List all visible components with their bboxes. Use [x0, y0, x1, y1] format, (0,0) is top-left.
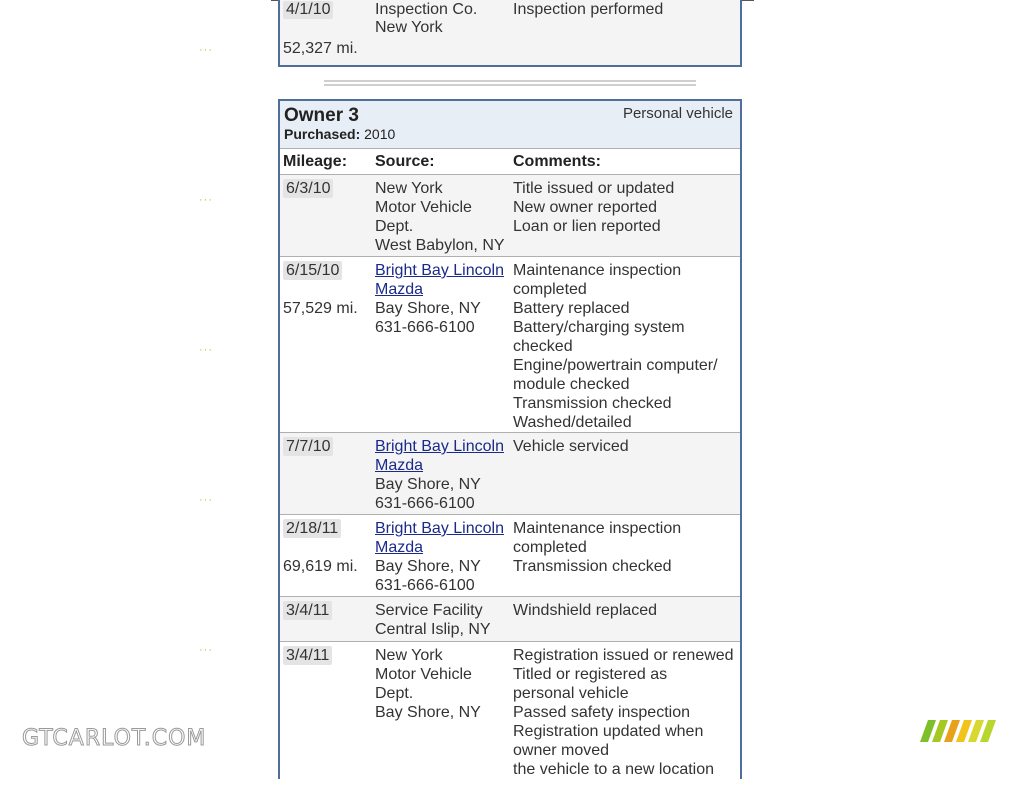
record-date: 7/7/10: [283, 437, 333, 456]
source-line: New York: [375, 19, 443, 36]
source-line: Central Islip, NY: [375, 621, 491, 638]
owner-vehicle-type: Personal vehicle: [622, 105, 733, 122]
record-source: [375, 261, 515, 337]
margin-dots: ···: [199, 344, 213, 356]
col-source: Source:: [375, 153, 435, 170]
source-line: Bay Shore, NY: [375, 704, 481, 721]
owner-header: [280, 101, 740, 149]
dealer-link[interactable]: Bright Bay Lincoln Mazda: [375, 520, 504, 556]
comment-line: Inspection performed: [513, 1, 664, 18]
margin-dots: ···: [199, 494, 213, 506]
source-line: West Babylon, NY: [375, 237, 505, 254]
record-comments: [513, 519, 743, 576]
history-record: [280, 257, 740, 433]
column-headers: [280, 149, 740, 175]
comment-line: completed: [513, 539, 587, 556]
previous-record-box: [278, 0, 742, 67]
history-record: [280, 175, 740, 257]
record-mileage: 69,619 mi.: [283, 558, 358, 575]
comment-line: Registration issued or renewed: [513, 647, 734, 664]
record-source: [375, 519, 515, 595]
record-source: [375, 646, 515, 722]
comment-line: Loan or lien reported: [513, 218, 661, 235]
margin-dots: ···: [199, 194, 213, 206]
comment-line: Windshield replaced: [513, 602, 658, 619]
history-record: [280, 433, 740, 515]
source-line: New York: [375, 647, 443, 664]
margin-dots: ···: [199, 644, 213, 656]
source-line: Motor Vehicle: [375, 666, 472, 683]
record-date: 6/3/10: [283, 179, 333, 198]
source-line: Motor Vehicle: [375, 199, 472, 216]
dealer-link[interactable]: Bright Bay Lincoln Mazda: [375, 262, 504, 298]
record-date: 4/1/10: [283, 1, 333, 19]
record-comments: [513, 646, 743, 779]
source-line: Bay Shore, NY: [375, 476, 481, 493]
comment-line: New owner reported: [513, 199, 658, 216]
record-comments: [513, 437, 743, 456]
purchased-label: Purchased:: [284, 126, 361, 142]
dealer-link[interactable]: Bright Bay Lincoln Mazda: [375, 438, 504, 474]
record-date: 6/15/10: [283, 261, 342, 280]
purchased-value: 2010: [364, 126, 396, 142]
comment-line: module checked: [513, 376, 630, 393]
comment-line: Vehicle serviced: [513, 438, 629, 455]
comment-line: Passed safety inspection: [513, 704, 690, 721]
source-line: 631-666-6100: [375, 319, 475, 336]
col-comments: Comments:: [513, 153, 602, 170]
comment-line: Transmission checked: [513, 395, 672, 412]
gtcarlot-watermark: GTCARLOT.COM: [22, 726, 207, 751]
record-date: 2/18/11: [283, 519, 341, 538]
source-line: Bay Shore, NY: [375, 558, 481, 575]
owner-history-box: [278, 99, 742, 779]
source-line: Dept.: [375, 685, 414, 702]
history-record: [280, 597, 740, 642]
record-mileage: 52,327 mi.: [283, 40, 358, 57]
comment-line: Maintenance inspection: [513, 262, 682, 279]
source-line: 631-666-6100: [375, 495, 475, 512]
record-date: 3/4/11: [283, 646, 332, 665]
comment-line: Battery replaced: [513, 300, 630, 317]
comment-line: personal vehicle: [513, 685, 629, 702]
comment-line: Titled or registered as: [513, 666, 668, 683]
comment-line: Registration updated when: [513, 723, 704, 740]
section-separator: [324, 80, 696, 82]
source-line: New York: [375, 180, 443, 197]
comment-line: Title issued or updated: [513, 180, 675, 197]
source-line: 631-666-6100: [375, 577, 475, 594]
source-line: Inspection Co.: [375, 1, 478, 18]
record-comments: [513, 1, 743, 19]
comment-line: owner moved: [513, 742, 610, 759]
comment-line: Washed/detailed: [513, 414, 632, 431]
source-line: Service Facility: [375, 602, 483, 619]
col-mileage: Mileage:: [283, 153, 348, 170]
source-line: Dept.: [375, 218, 414, 235]
comment-line: the vehicle to a new location: [513, 761, 715, 778]
record-comments: [513, 179, 743, 236]
comment-line: Engine/powertrain computer/: [513, 357, 718, 374]
record-source: [375, 1, 515, 37]
source-line: Bay Shore, NY: [375, 300, 481, 317]
comment-line: Maintenance inspection: [513, 520, 682, 537]
comment-line: completed: [513, 281, 587, 298]
gtcarlot-logo-icon: [920, 720, 1000, 742]
section-separator: [324, 84, 696, 86]
comment-line: Battery/charging system: [513, 319, 685, 336]
owner-purchased: [284, 126, 395, 142]
record-comments: [513, 601, 743, 620]
record-source: [375, 437, 515, 513]
margin-dots: ···: [199, 44, 213, 56]
comment-line: checked: [513, 338, 573, 355]
record-mileage: 57,529 mi.: [283, 300, 358, 317]
history-record: [280, 642, 740, 792]
record-source: [375, 179, 515, 255]
record-source: [375, 601, 515, 639]
record-comments: [513, 261, 743, 432]
owner-title: Owner 3: [284, 105, 359, 126]
record-date: 3/4/11: [283, 601, 332, 620]
comment-line: Transmission checked: [513, 558, 672, 575]
history-record: [280, 515, 740, 597]
